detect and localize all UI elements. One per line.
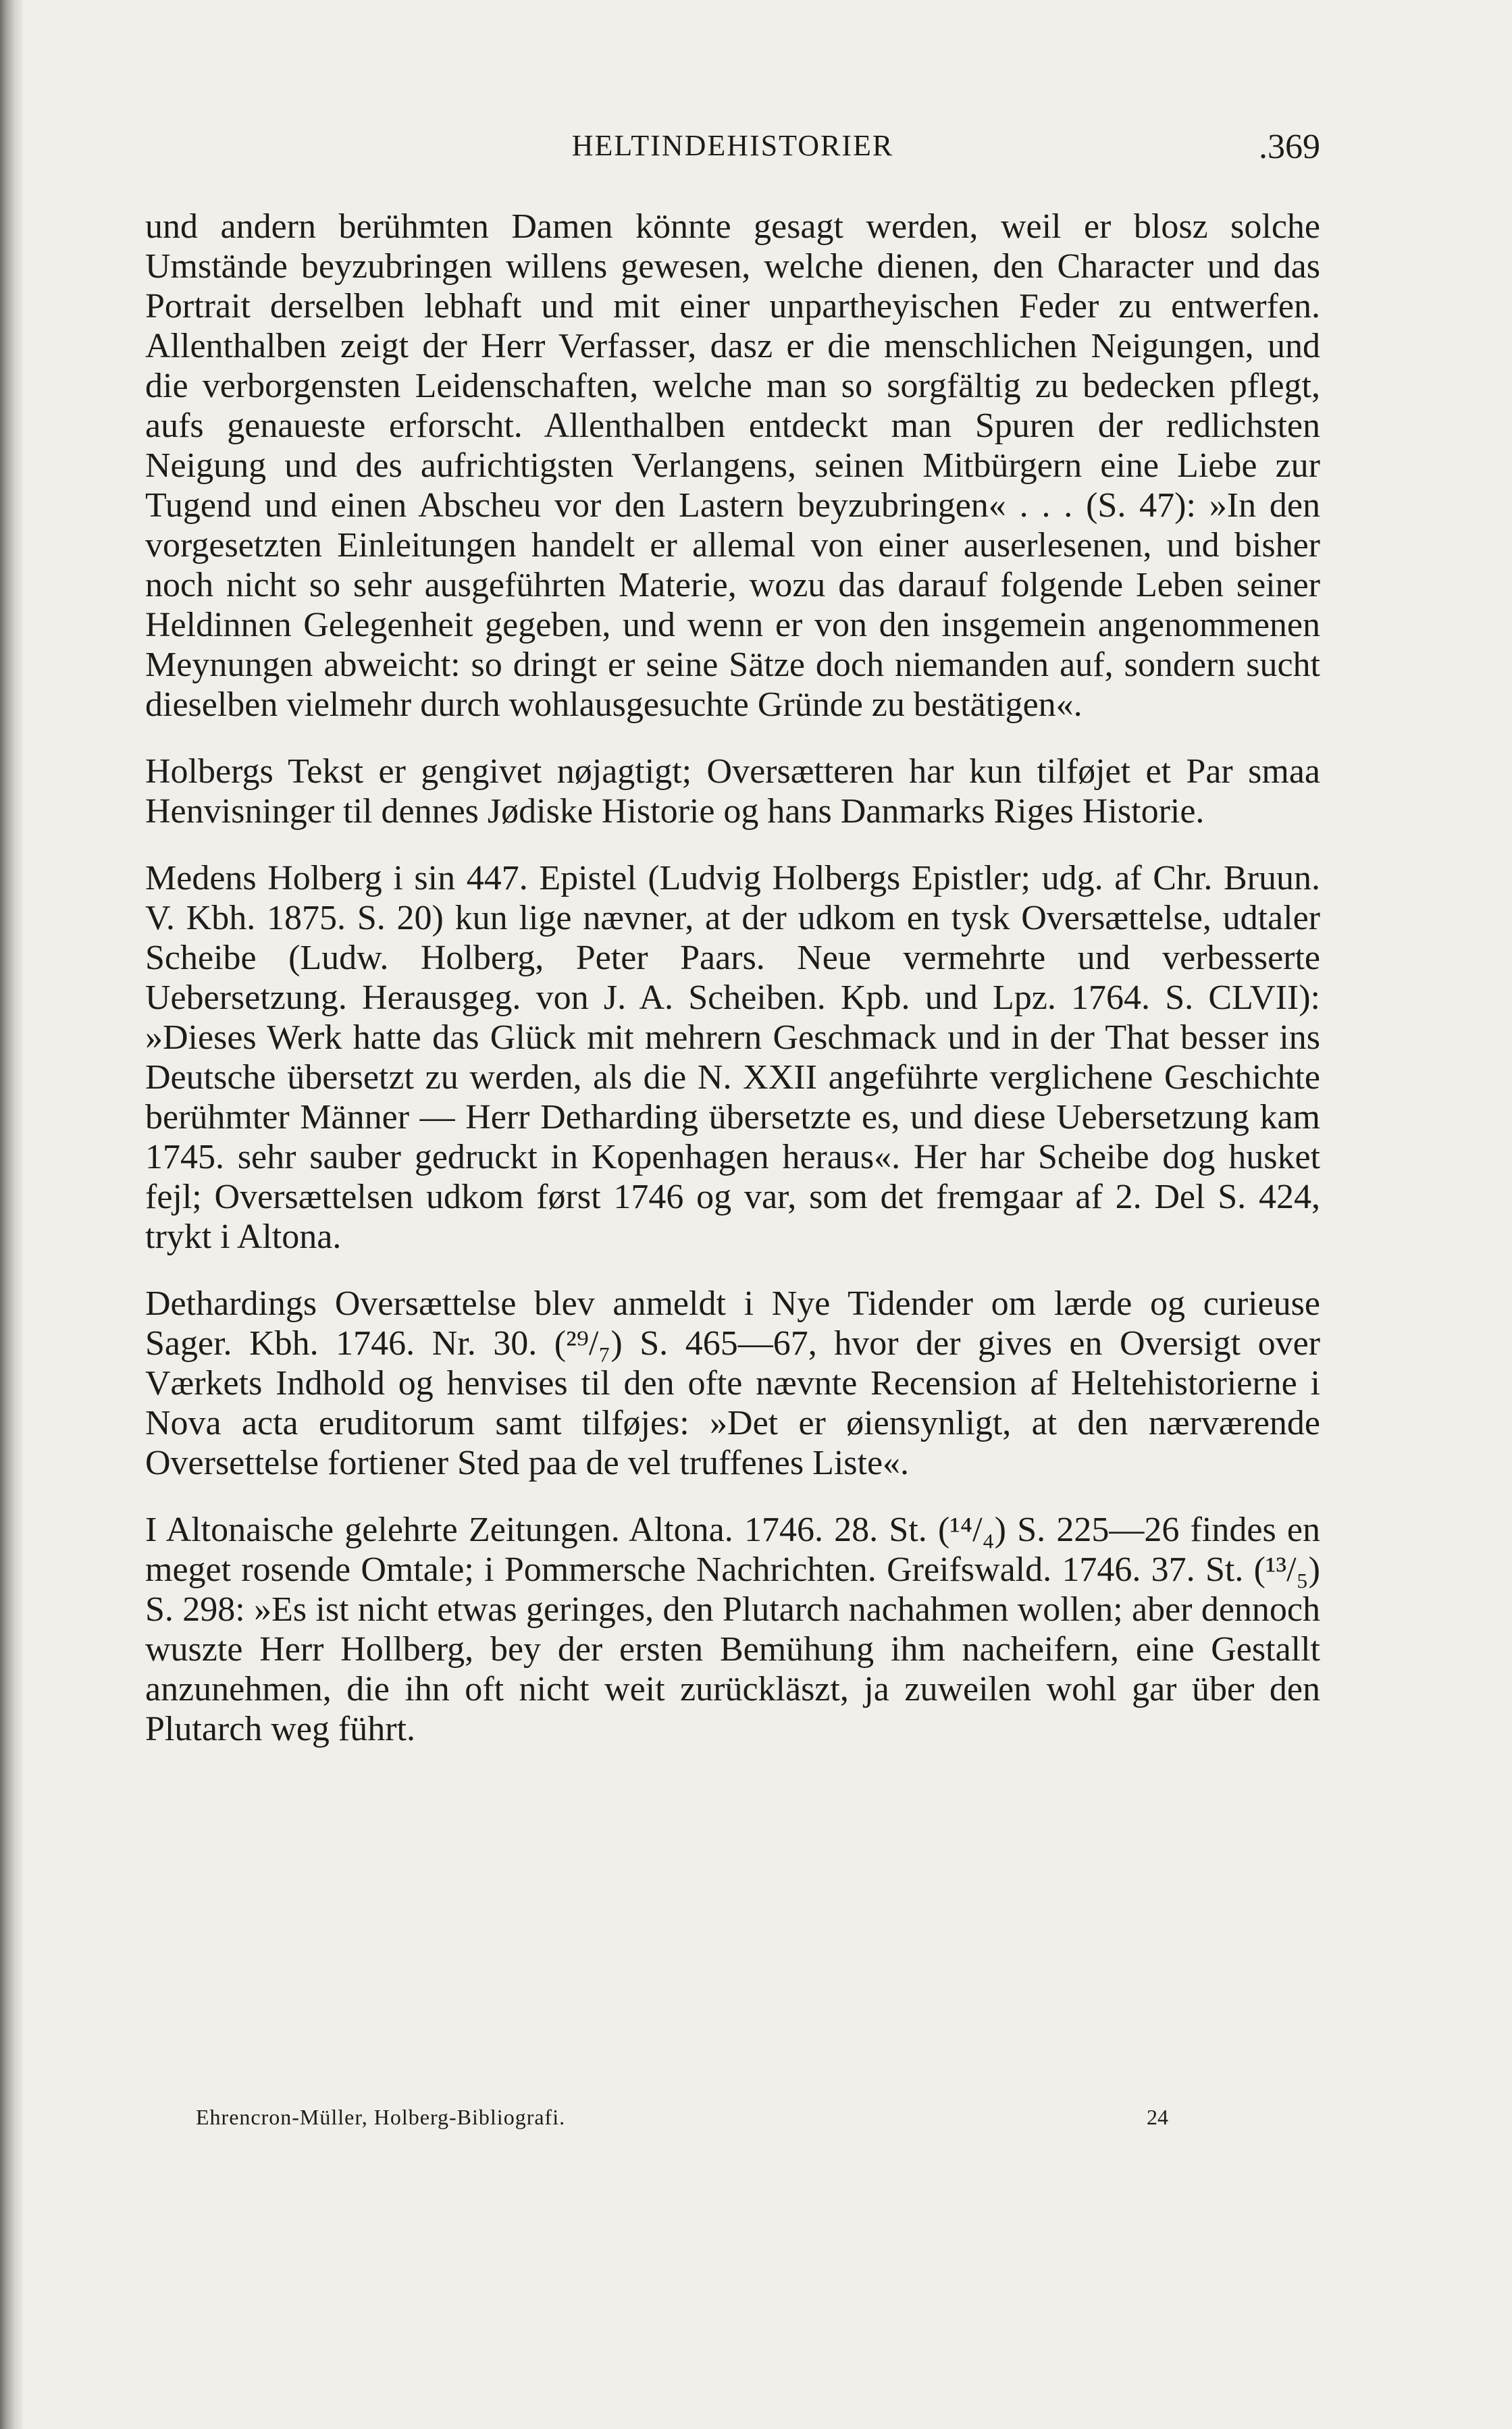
page-footer <box>196 2105 1168 2139</box>
paragraph-continued-quote: und andern berühmten Damen könnte gesagt werden, weil er blosz solche Umstände beyzubringen willens gewesen, welche dienen, den Character und das Portrait derselben lebhaft und mit einer unpartheyischen Feder zu entwerfen. Allenthalben zeigt der Herr Verfasser, dasz er die menschlichen Neigungen, und die verborgensten Leidenschaften, welche man so sorgfältig zu bedecken pflegt, aufs genaueste erforscht. Allenthalben entdeckt man Spuren der redlichsten Neigung und des aufrichtigsten Verlangens, seinen Mitbürgern eine Liebe zur Tugend und einen Abscheu vor den Lastern beyzubringen« . . . (S. 47): »In den vorgesetzten Einleitungen handelt er allemal von einer auserlesenen, und bisher noch nicht so sehr ausgeführten Materie, wozu das darauf folgende Leben seiner Heldinnen Gelegenheit gegeben, und wenn er von den insgemein angenommenen Meynungen abweicht: so dringt er seine Sätze doch niemanden auf, sondern sucht dieselben vielmehr durch wohlausgesuchte Gründe zu bestätigen«. <box>145 207 1320 724</box>
sheet-number: 24 <box>1147 2105 1168 2129</box>
book-binding-edge <box>0 0 23 2429</box>
paragraph-holberg-text: Holbergs Tekst er gengivet nøjagtigt; Oversætteren har kun tilføjet et Par smaa Henvisninger til dennes Jødiske Historie og hans Danmarks Riges Historie. <box>145 752 1320 831</box>
body-text <box>145 207 1320 1749</box>
paragraph-dethardings: Dethardings Oversættelse blev anmeldt i Nye Tidender om lærde og curieuse Sager. Kbh. 1746. Nr. 30. (²⁹/₇) S. 465—67, hvor der gives en Oversigt over Værkets Indhold og henvises til den ofte nævnte Recension af Heltehistorierne i Nova acta eruditorum samt tilføjes: »Det er øiensynligt, at den nærværende Oversettelse fortiener Sted paa de vel truffenes Liste«. <box>145 1284 1320 1482</box>
paragraph-altonaische: I Altonaische gelehrte Zeitungen. Altona. 1746. 28. St. (¹⁴/₄) S. 225—26 findes en meget rosende Omtale; i Pommersche Nachrichten. Greifswald. 1746. 37. St. (¹³/₅) S. 298: »Es ist nicht etwas geringes, den Plutarch nachahmen wollen; aber dennoch wuszte Herr Hollberg, bey der ersten Bemühung ihm nacheifern, eine Gestallt anzunehmen, die ihn oft nicht weit zurückläszt, ja zuweilen wohl gar über den Plutarch weg führt. <box>145 1511 1320 1748</box>
running-head: HELTINDEHISTORIER <box>571 129 894 162</box>
paragraph-epistel: Medens Holberg i sin 447. Epistel (Ludvig Holbergs Epistler; udg. af Chr. Bruun. V. Kbh. 1875. S. 20) kun lige nævner, at der udkom en tysk Oversættelse, udtaler Scheibe (Ludw. Holberg, Peter Paars. Neue vermehrte und verbesserte Uebersetzung. Herausgeg. von J. A. Scheiben. Kpb. und Lpz. 1764. S. CLVII): »Dieses Werk hatte das Glück mit mehrern Geschmack und in der That besser ins Deutsche übersetzt zu werden, als die N. XXII angeführte verglichene Geschichte berühmter Männer — Herr Detharding übersetzte es, und diese Uebersetzung kam 1745. sehr sauber gedruckt in Kopenhagen heraus«. Her har Scheibe dog husket fejl; Oversættelsen udkom først 1746 og var, som det fremgaar af 2. Del S. 424, trykt i Altona. <box>145 859 1320 1256</box>
page-number: .369 <box>1259 128 1320 166</box>
footer-signature: Ehrencron-Müller, Holberg-Bibliografi. <box>196 2105 566 2129</box>
page-header <box>145 128 1320 169</box>
